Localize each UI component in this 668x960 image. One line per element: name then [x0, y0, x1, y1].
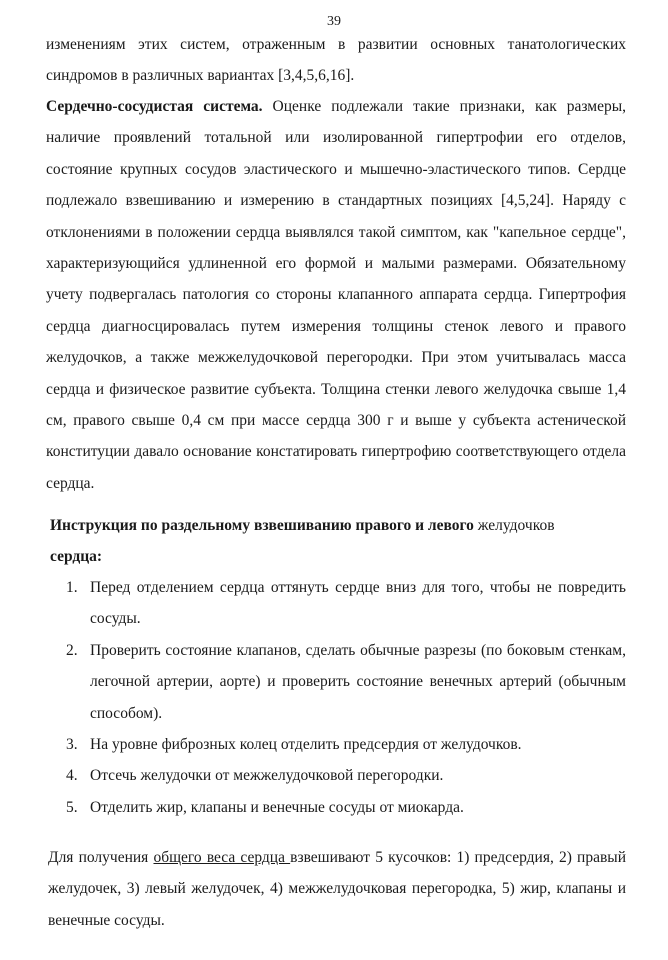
step-item [66, 635, 626, 729]
instruction-heading-bold-end: сердца: [50, 548, 103, 566]
step-item [66, 760, 626, 791]
final-paragraph [48, 842, 626, 936]
instruction-heading-bold: Инструкция по раздельному взвешиванию правого и левого [50, 517, 474, 534]
step-number: 3. [66, 736, 78, 754]
step-text: Отсечь желудочки от межжелудочковой перегородки. [90, 767, 444, 785]
step-text: Перед отделением сердца оттянуть сердце вниз для того, чтобы не повредить сосуды. [90, 579, 626, 628]
cardio-text: Оценке подлежали такие признаки, как размеры, наличие проявлений тотальной или изолированной гипертрофии его отделов, состояние крупных сосудов эластического и мышечно-эластического типов. Сердце подлежало взвешиванию и измерению в стандартных позициях [4,5,24]. Наряду с отклонениями в положении сердца выявлялся такой симптом, как "капельное сердце", характеризующийся удлиненной его формой и малыми размерами. Обязательному учету подвергалась патология со стороны клапанного аппарата сердца. Гипертрофия сердца диагносцировалась путем измерения толщины стенок левого и правого желудочков, а также межжелудочковой перегородки. При этом учитывалась масса сердца и физическое развитие субъекта. Толщина стенки левого желудочка свыше 1,4 см, правого свыше 0,4 см при массе сердца 300 г и выше у субъекта астенической конституции давало основание констатировать гипертрофию соответствующего отдела сердца. [46, 98, 626, 492]
step-item [66, 792, 626, 823]
step-number: 1. [66, 579, 78, 596]
page-number: 39 [327, 14, 341, 29]
step-text: Отделить жир, клапаны и венечные сосуды от миокарда. [90, 798, 464, 816]
intro-text: изменениям этих систем, отраженным в развитии основных танатологических синдромов в различных вариантах [3,4,5,6,16]. [46, 36, 626, 85]
cardio-heading: Сердечно-сосудистая система. [46, 98, 263, 115]
step-text: Проверить состояние клапанов, сделать обычные разрезы (по боковым стенкам, легочной артерии, аорте) и проверить состояние венечных артерий (обычным способом). [90, 641, 626, 722]
instruction-steps [66, 572, 626, 823]
step-number: 2. [66, 641, 78, 659]
instruction-heading [50, 510, 626, 573]
step-item [66, 572, 626, 635]
step-number: 5. [66, 798, 78, 816]
step-number: 4. [66, 767, 78, 785]
final-text-post: взвешивают 5 кусочков: 1) предсердия, 2) правый желудочек, 3) левый желудочек, 4) межжелудочковая перегородка, 5) жир, клапаны и венечные сосуды. [48, 849, 626, 929]
step-item [66, 729, 626, 760]
step-text: На уровне фиброзных колец отделить предсердия от желудочков. [90, 736, 522, 754]
instruction-heading-normal: желудочков [473, 517, 555, 534]
final-text-pre: Для получения [48, 849, 154, 866]
cardio-paragraph [46, 91, 626, 499]
final-text-underlined: общего веса сердца [153, 849, 291, 866]
intro-paragraph [46, 29, 626, 92]
